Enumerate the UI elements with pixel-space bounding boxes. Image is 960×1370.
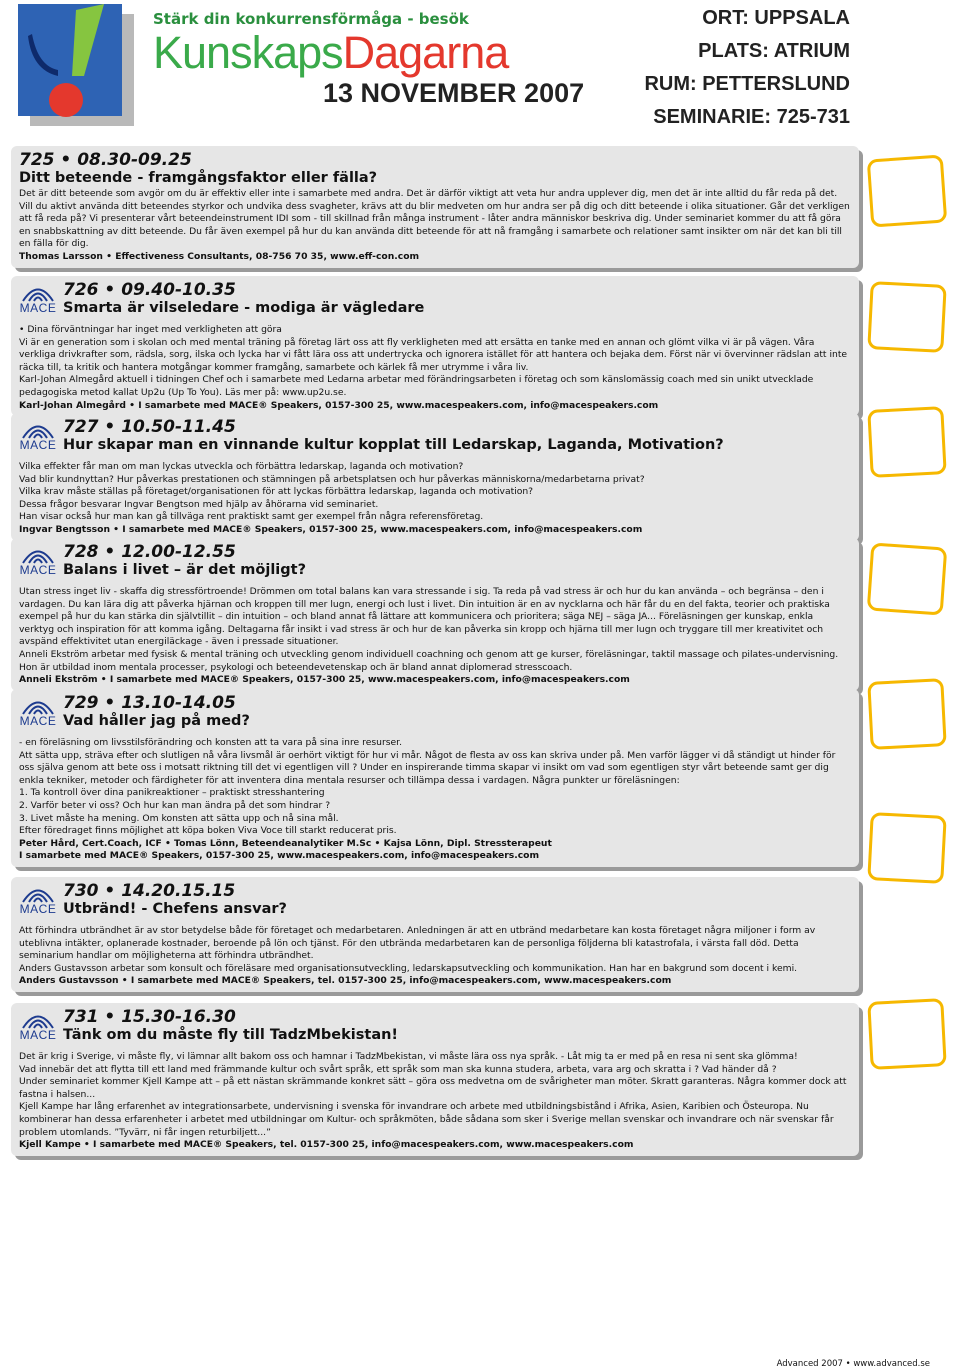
event-date: 13 NOVEMBER 2007	[323, 78, 585, 108]
session-text: 1. Ta kontroll över dina panikreaktioner – praktiskt stresshantering	[19, 787, 325, 799]
session-title: Smarta är vilseledare - modiga är vägledare	[63, 300, 425, 316]
session-726	[11, 276, 859, 416]
session-text: Vilka effekter får man om man lyckas utveckla och förbättra ledarskap, laganda och motivation?	[19, 461, 464, 472]
checkbox-730[interactable]	[867, 812, 946, 884]
session-title: Hur skapar man en vinnande kultur kopplat till Ledarskap, Laganda, Motivation?	[63, 437, 724, 453]
mace-label: MACE	[19, 301, 57, 315]
session-text: Det är krig i Sverige, vi måste fly, vi lämnar allt bakom oss och hamnar i TadzMbekistan, vi måste lära oss nya språk. - Låt mig ta er med på en resa ni sent ska glömma!	[19, 1051, 798, 1062]
session-title: Balans i livet – är det möjligt?	[63, 562, 306, 578]
session-title: Tänk om du måste fly till TadzMbekistan!	[63, 1027, 399, 1043]
brand-part1: Kunskaps	[153, 27, 343, 78]
mace-label: MACE	[19, 1028, 57, 1042]
session-text: Anders Gustavsson arbetar som konsult och föreläsare med organisationsutveckling, ledarskapsutveckling och kommunikation. Han har en bakgrund som docent i kemi.	[19, 962, 798, 974]
session-number: 731 • 15.30-16.30	[63, 1007, 236, 1027]
session-contact: Karl-Johan Almegård • I samarbete med MACE® Speakers, 0157-300 25, www.macespeakers.com, info@macespeakers.com	[19, 399, 659, 411]
session-729	[11, 689, 859, 867]
checkbox-729[interactable]	[867, 678, 946, 750]
kunskapsdagarna-logo	[18, 4, 134, 126]
session-text: Karl-Johan Almegård aktuell i tidningen Chef och i samarbete med Ledarna arbetar med förändringsarbeten i företag och som känslomässig coach med sin unikt utvecklade pedagogiska metod kallat Up2u (Up To You). Läs mer på: www.up2u.se.	[19, 374, 814, 398]
mace-label: MACE	[19, 563, 57, 577]
brand-part2: Dagarna	[342, 27, 509, 78]
checkbox-731[interactable]	[867, 998, 946, 1070]
session-number: 725 • 08.30-09.25	[19, 150, 192, 170]
venue-place: PLATS: ATRIUM	[698, 40, 850, 62]
mace-arc-icon	[19, 885, 57, 903]
mace-arc-icon	[19, 546, 57, 564]
session-contact: Peter Hård, Cert.Coach, ICF • Tomas Lönn, Beteendeanalytiker M.Sc • Kajsa Lönn, Dipl. Stressterapeut I samarbete med MACE® Speakers, 0157-300 25, www.macespeakers.com, info@macespeakers.com	[19, 837, 552, 862]
mace-logo	[19, 421, 57, 457]
session-number: 729 • 13.10-14.05	[63, 693, 236, 713]
session-text: Efter föredraget finns möjlighet att köpa boken Viva Voce till starkt reducerat pris.	[19, 825, 397, 837]
session-contact: Ingvar Bengtsson • I samarbete med MACE® Speakers, 0157-300 25, www.macespeakers.com, info@macespeakers.com	[19, 523, 643, 535]
session-number: 726 • 09.40-10.35	[63, 280, 236, 300]
mace-arc-icon	[19, 697, 57, 715]
session-text: Under seminariet kommer Kjell Kampe att – på ett nästan skrämmande konkret sätt – göra oss medvetna om de svårigheter man möter. Skratt garanteras. Några kommer dock att fastna i halsen...	[19, 1076, 847, 1100]
session-text: Utan stress inget liv - skaffa dig stressförtroende! Drömmen om total balans kan vara stressande i sig. Ta reda på vad stress är och hur du kan använda – och begränsa – den i vardagen. Du kan lära dig att påverka hjärnan och kroppen till mer lugn, energi och lust i livet. Din intuition är en av nycklarna och här får du en del fakta, teorier och praktiska exempel på hur du kan stärka din självtillit – din intuition – och bland annat få lättare att kommunicera och prioritera; säga NEJ – säga JA... Föreläsningen ger kunskap, enkla verktyg och inspiration för att komma igång. Deltagarna får insikt i vad stress är och hur de kan påverka sin kropp och hjärna till mer lugn och tryggare till mer kreativitet och avspänd effektivitet utan energiläckage - även i pressade situationer.	[19, 586, 830, 648]
session-number: 727 • 10.50-11.45	[63, 417, 236, 437]
mace-logo	[19, 1011, 57, 1047]
session-number: 728 • 12.00-12.55	[63, 542, 236, 562]
mace-arc-icon	[19, 1011, 57, 1029]
venue-info	[644, 2, 850, 134]
venue-city: ORT: UPPSALA	[702, 7, 850, 29]
checkbox-726[interactable]	[867, 281, 946, 353]
session-contact: Kjell Kampe • I samarbete med MACE® Speakers, tel. 0157-300 25, info@macespeakers.com, www.macespeakers.com	[19, 1139, 634, 1151]
checkbox-725[interactable]	[867, 154, 948, 227]
session-725	[11, 146, 859, 268]
checkbox-728[interactable]	[867, 542, 948, 615]
session-text: Vi är en generation som i skolan och med mental träning på företag lärt oss att fly verkligheten med att ersätta en tanke med en annan och glömt vilka vi är på vägen. Våra verkliga drivkrafter som, rädsla, sorg, ilska och lycka har vi fått lära oss att undertrycka och ignorera istället för att hantera och bejaka dem. Först när vi övervinner rädslan att inte räcka till, ta kritik och hantera motgångar kommer framgång, samarbete och kärlek få mer utrymme i våra liv.	[19, 336, 848, 373]
session-number: 730 • 14.20.15.15	[63, 881, 236, 901]
session-730	[11, 877, 859, 992]
session-contact: Thomas Larsson • Effectiveness Consultants, 08-756 70 35, www.eff-con.com	[19, 250, 420, 262]
session-727	[11, 413, 859, 541]
footer: Advanced 2007 • www.advanced.se	[776, 1359, 930, 1369]
session-title: Ditt beteende - framgångsfaktor eller fälla?	[19, 170, 378, 186]
session-title: Utbränd! - Chefens ansvar?	[63, 901, 287, 917]
session-text: Vilka krav måste ställas på företaget/organisationen för att lyckas förbättra ledarskap, laganda och motivation?	[19, 486, 534, 498]
session-text: Anneli Ekström arbetar med fysisk & mental träning och utveckling genom individuell coachning och genom att ge kurser, föreläsningar, taktil massage och pilates-undervisning. Hon är utbildad inom mentala processer, psykologi och beteendevetenskap och är bland annat diplomerad stresscoach.	[19, 648, 839, 673]
session-text: Kjell Kampe har lång erfarenhet av integrationsarbete, undervisning i svenska för invandrare och arbete med utbildningsbistånd i Afrika, Asien, Karibien och Östeuropa. Nu kombinerar han dessa erfarenheter i arbetet med utbildningar om Kultur- och språkmöten, både sådana som sker i Sverige mellan svenskar och invandrare och när svenskar får problem utomlands. ”Tyvärr, ni får ingen returbiljett...”	[19, 1101, 834, 1138]
mace-label: MACE	[19, 438, 57, 452]
session-text: - en föreläsning om livsstilsförändring och konsten att ta vara på sina inre resurser.	[19, 737, 403, 748]
mace-label: MACE	[19, 902, 57, 916]
session-contact: Anneli Ekström • I samarbete med MACE® Speakers, 0157-300 25, www.macespeakers.com, info@macespeakers.com	[19, 674, 630, 686]
venue-seminars: SEMINARIE: 725-731	[653, 106, 850, 128]
mace-logo	[19, 885, 57, 921]
session-text: 2. Varför beter vi oss? Och hur kan man ändra på det som hindrar ?	[19, 799, 331, 811]
mace-logo	[19, 284, 57, 320]
session-728	[11, 538, 859, 691]
checkbox-727[interactable]	[867, 406, 946, 478]
mace-arc-icon	[19, 284, 57, 302]
mace-logo	[19, 546, 57, 582]
session-text: Vad innebär det att flytta till ett land med främmande kultur och svårt språk, ett språk som man ska kunna studera, arbeta, vara arg och skratta i ? Vad händer då ?	[19, 1063, 777, 1075]
session-text: Han visar också hur man kan gå tillväga rent praktiskt samt ger exempel från några referensföretag.	[19, 511, 484, 523]
session-contact: Anders Gustavsson • I samarbete med MACE® Speakers, tel. 0157-300 25, info@macespeakers.com, www.macespeakers.com	[19, 975, 672, 987]
session-731	[11, 1003, 859, 1156]
mace-logo	[19, 697, 57, 733]
mace-arc-icon	[19, 421, 57, 439]
mace-label: MACE	[19, 714, 57, 728]
session-text: Att sätta upp, sträva efter och slutligen nå våra livsmål är oerhört viktigt för hur vi mår. Något de flesta av oss kan skriva under på. Men varför lägger vi då ständigt ut hinder för oss själva genom att bete oss i motsatt riktning till det vi egentligen vill ? Under en inspirerande timma skapar vi insikt om vad som egentligen styr vårt beteende samt ger dig enkla tekniker, metoder och färdigheter för att inventera dina mentala resurser och tillämpa dessa i vardagen. Några punkter ur föreläsningen:	[19, 749, 836, 786]
session-text: Dessa frågor besvarar Ingvar Bengtson med hjälp av åhörarna vid seminariet.	[19, 498, 379, 510]
session-text: • Dina förväntningar har inget med verkligheten att göra	[19, 324, 282, 335]
session-text: 3. Livet måste ha mening. Om konsten att sätta upp och nå sina mål.	[19, 812, 339, 824]
session-text: Vad blir kundnyttan? Hur påverkas prestationen och stämningen på arbetsplatsen och hur påverkas människorna/medarbetarna privat?	[19, 473, 645, 485]
tagline: Stärk din konkurrensförmåga - besök	[153, 10, 469, 28]
venue-room: RUM: PETTERSLUND	[644, 73, 850, 95]
session-text: Att förhindra utbrändhet är av stor betydelse både för företaget och medarbetaren. Anledningen är att en utbränd medarbetare kan kosta företaget några miljoner i form av uteblivna intäkter, oplanerade kostnader, beroende på lön och tjänst. För den utbrända medarbetaren kan de personliga följderna bli katastrofala, i värsta fall död. Detta seminarium handlar om möjligheterna att förhindra utbrändhet.	[19, 925, 816, 962]
session-text: Det är ditt beteende som avgör om du är effektiv eller inte i samarbete med andra. Det är därför viktigt att veta hur andra upplever dig, men det är inte alltid du får reda på det. Vill du aktivt använda ditt beteendes styrkor och undvika dess svagheter, krävs att du blir medveten om hur andra ser på dig och ditt beteende i olika situationer. Går det verkligen att få reda på? Vi presenterar vårt beteendeinstrument IDI som - till skillnad från många instrument - låter andra människor beskriva dig. Under seminariet kommer du att få göra en snabbskattning av ditt beteende. Du får även exempel på hur du kan använda ditt beteende för att nå framgång i samarbete och relationer samt insikter om när det kan bli till en fälla för dig.	[19, 188, 850, 250]
brand-name	[153, 27, 509, 78]
session-title: Vad håller jag på med?	[63, 713, 250, 729]
